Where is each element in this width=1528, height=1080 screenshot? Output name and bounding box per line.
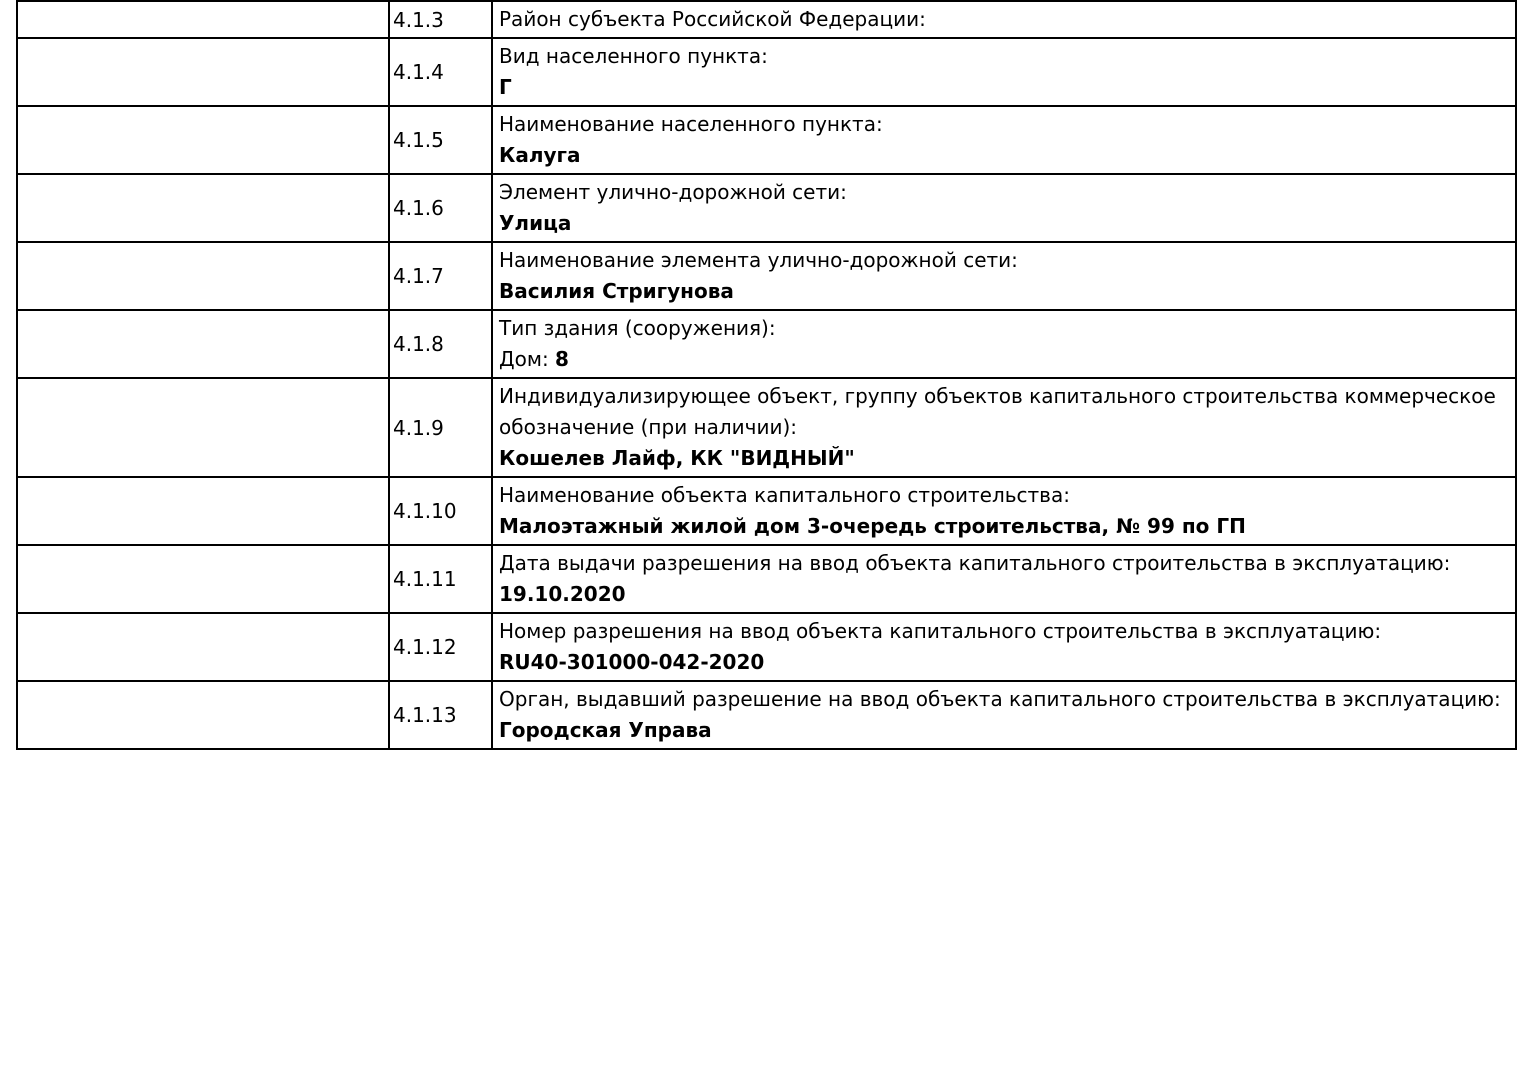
row-number-text: 4.1.13 <box>393 703 457 727</box>
row-value-text: Г <box>499 75 512 99</box>
row-label-text: Элемент улично-дорожной сети: <box>499 180 847 204</box>
table-row <box>17 1 1516 38</box>
row-number-cell <box>389 477 492 545</box>
row-empty-cell <box>17 242 389 310</box>
table-row <box>17 106 1516 174</box>
row-value-text: RU40-301000-042-2020 <box>499 650 765 674</box>
row-number-cell <box>389 378 492 477</box>
row-number-text: 4.1.11 <box>393 567 457 591</box>
row-value <box>499 511 1509 542</box>
row-label-text: Орган, выдавший разрешение на ввод объекта капитального строительства в эксплуатацию: <box>499 687 1501 711</box>
row-number-text: 4.1.12 <box>393 635 457 659</box>
row-empty-cell <box>17 310 389 378</box>
row-content-cell <box>492 242 1516 310</box>
row-content-cell <box>492 310 1516 378</box>
row-label <box>499 245 1509 276</box>
row-number-cell <box>389 106 492 174</box>
row-label-text: Дата выдачи разрешения на ввод объекта капитального строительства в эксплуатацию: <box>499 551 1451 575</box>
row-value <box>499 344 1509 375</box>
row-label-text: Наименование населенного пункта: <box>499 112 883 136</box>
row-label-text: Индивидуализирующее объект, группу объектов капитального строительства коммерческое обозначение (при наличии): <box>499 384 1496 439</box>
row-label-text: Район субъекта Российской Федерации: <box>499 7 926 31</box>
table-row <box>17 174 1516 242</box>
row-number-text: 4.1.7 <box>393 264 444 288</box>
row-label <box>499 41 1509 72</box>
row-value-text: Василия Стригунова <box>499 279 734 303</box>
row-number-cell <box>389 174 492 242</box>
row-label <box>499 109 1509 140</box>
row-label <box>499 177 1509 208</box>
row-number-text: 4.1.10 <box>393 499 457 523</box>
row-label <box>499 684 1509 715</box>
row-label-text: Тип здания (сооружения): <box>499 316 776 340</box>
row-number-text: 4.1.6 <box>393 196 444 220</box>
row-label <box>499 4 1509 35</box>
row-content-cell <box>492 477 1516 545</box>
row-label <box>499 381 1509 443</box>
row-number-text: 4.1.8 <box>393 332 444 356</box>
row-label <box>499 480 1509 511</box>
row-content-cell <box>492 106 1516 174</box>
row-value <box>499 208 1509 239</box>
table-row <box>17 477 1516 545</box>
row-empty-cell <box>17 378 389 477</box>
row-value-text: Городская Управа <box>499 718 712 742</box>
row-number-text: 4.1.9 <box>393 415 444 440</box>
row-value <box>499 443 1509 474</box>
row-label-text: Наименование объекта капитального строительства: <box>499 483 1070 507</box>
row-number-text: 4.1.3 <box>393 7 444 32</box>
row-content-cell <box>492 1 1516 38</box>
row-value <box>499 140 1509 171</box>
row-number-cell <box>389 242 492 310</box>
table-row <box>17 681 1516 749</box>
row-value-text: 8 <box>555 347 569 371</box>
row-value <box>499 72 1509 103</box>
row-label <box>499 548 1509 579</box>
row-number-cell <box>389 38 492 106</box>
table-row <box>17 613 1516 681</box>
table-row <box>17 378 1516 477</box>
row-value <box>499 715 1509 746</box>
row-empty-cell <box>17 613 389 681</box>
row-value <box>499 579 1509 610</box>
row-empty-cell <box>17 1 389 38</box>
row-value-text: Кошелев Лайф, КК "ВИДНЫЙ" <box>499 446 855 470</box>
row-number-text: 4.1.5 <box>393 128 444 152</box>
row-value <box>499 276 1509 307</box>
row-number-cell <box>389 545 492 613</box>
row-content-cell <box>492 174 1516 242</box>
row-number-cell <box>389 681 492 749</box>
row-number-cell <box>389 310 492 378</box>
row-value-text: Улица <box>499 211 572 235</box>
row-content-cell <box>492 38 1516 106</box>
row-empty-cell <box>17 174 389 242</box>
row-number-cell <box>389 613 492 681</box>
row-empty-cell <box>17 681 389 749</box>
row-label-text: Номер разрешения на ввод объекта капитального строительства в эксплуатацию: <box>499 619 1382 643</box>
row-empty-cell <box>17 38 389 106</box>
row-label-text: Наименование элемента улично-дорожной сети: <box>499 248 1018 272</box>
declaration-table <box>16 0 1517 750</box>
row-label <box>499 313 1509 344</box>
row-label <box>499 616 1509 647</box>
row-content-cell <box>492 613 1516 681</box>
row-empty-cell <box>17 106 389 174</box>
row-number-cell <box>389 1 492 38</box>
row-value-prefix: Дом: <box>499 347 556 371</box>
declaration-table-body <box>17 1 1516 749</box>
row-empty-cell <box>17 545 389 613</box>
row-content-cell <box>492 378 1516 477</box>
table-row <box>17 310 1516 378</box>
table-row <box>17 38 1516 106</box>
row-value-text: 19.10.2020 <box>499 582 626 606</box>
row-label-text: Вид населенного пункта: <box>499 44 768 68</box>
row-number-text: 4.1.4 <box>393 60 444 84</box>
row-empty-cell <box>17 477 389 545</box>
table-row <box>17 242 1516 310</box>
row-value-text: Малоэтажный жилой дом 3-очередь строительства, № 99 по ГП <box>499 514 1246 538</box>
row-content-cell <box>492 681 1516 749</box>
row-value <box>499 647 1509 678</box>
table-row <box>17 545 1516 613</box>
row-value-text: Калуга <box>499 143 581 167</box>
row-content-cell <box>492 545 1516 613</box>
